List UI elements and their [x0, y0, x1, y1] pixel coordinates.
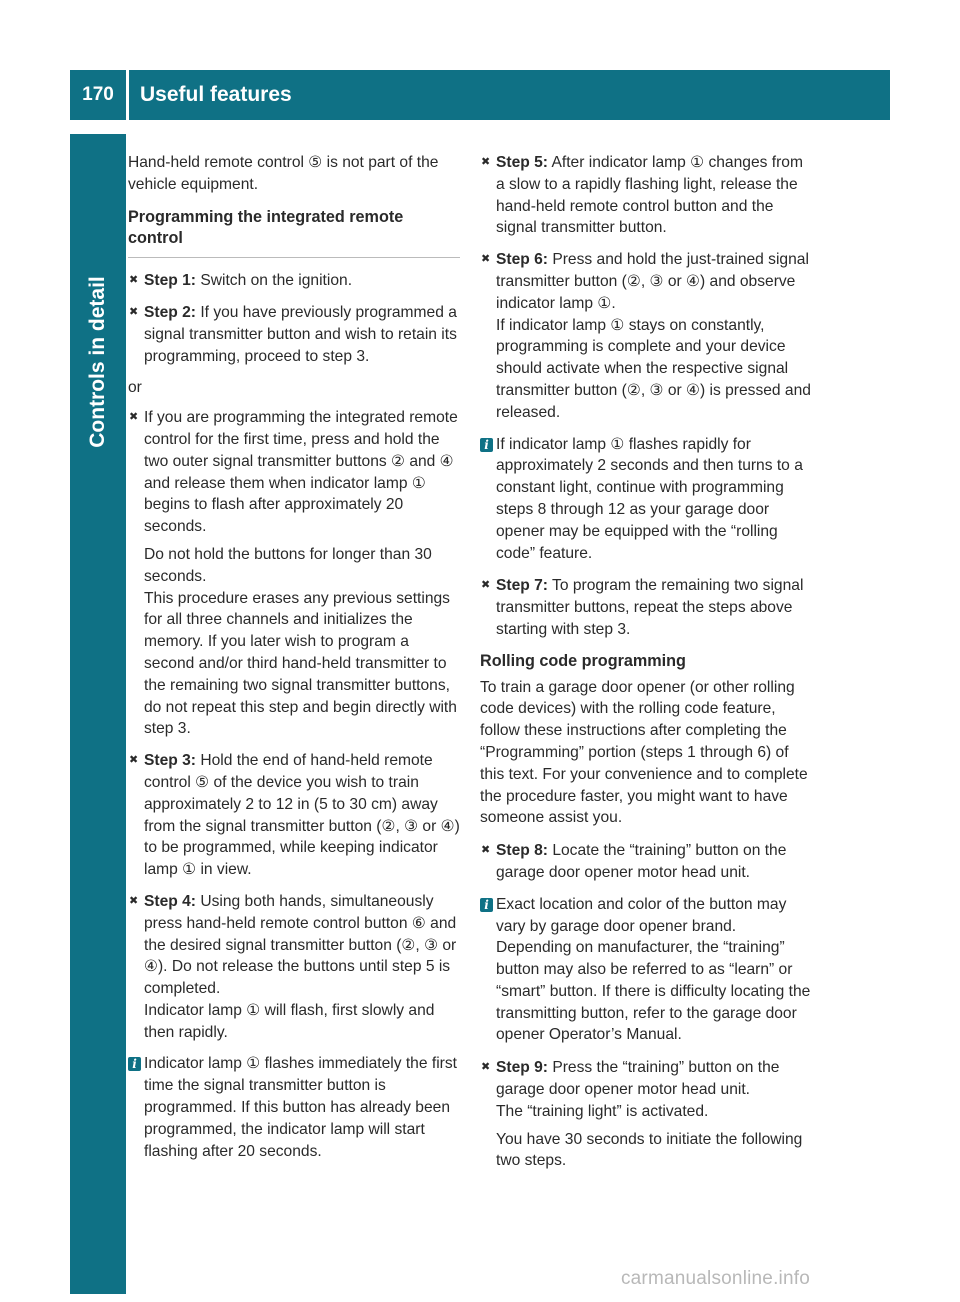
- step-2: [128, 302, 460, 367]
- step-label: Step 9:: [496, 1059, 548, 1077]
- info-icon: i: [128, 1057, 141, 1071]
- step-subtext: You have 30 seconds to initiate the following two steps.: [496, 1130, 803, 1170]
- info-note-1: [128, 1053, 460, 1162]
- step-arrow-icon: ✖: [481, 156, 491, 168]
- step-label: Step 6:: [496, 251, 548, 269]
- intro-text: Hand-held remote control ⑤ is not part of the vehicle equipment.: [128, 154, 439, 193]
- step-subtext: Indicator lamp ① will flash, first slowly and then rapidly.: [144, 1001, 435, 1041]
- step-text: After indicator lamp ① changes from a slow to a rapidly flashing light, release the hand-held remote control button and the signal transmitter button.: [496, 154, 803, 237]
- step-arrow-icon: ✖: [129, 305, 139, 318]
- step-4: [128, 891, 460, 1044]
- step-arrow-icon: ✖: [481, 253, 491, 266]
- step-arrow-icon: ✖: [481, 1061, 491, 1074]
- step-label: Step 3:: [144, 752, 196, 770]
- info-text: Exact location and color of the button may vary by garage door opener brand. Depending on manufacturer, the “training” button may also be referred to as “learn” or “smart” button. If there is difficulty locating the transmitting button, refer to the garage door opener Operator’s Manual.: [496, 895, 811, 1044]
- step-text: Switch on the ignition.: [196, 272, 353, 290]
- step-subtext: This procedure erases any previous settings for all three channels and initializes the memory. If you later wish to program a second and/or third hand-held transmitter to the remaining two signal transmitter buttons, do not repeat this step and begin directly with step 3.: [144, 589, 457, 738]
- step-alt: [128, 407, 460, 740]
- step-label: Step 8:: [496, 842, 548, 860]
- rolling-intro-text: To train a garage door opener (or other rolling code devices) with the rolling code feature, follow these instructions after completing the “Programming” portion (steps 1 through 6) of this text. For your convenience and to complete the procedure faster, you might want to have someone assist you.: [480, 678, 808, 827]
- step-text: If you are programming the integrated remote control for the first time, press and hold the two outer signal transmitter buttons ② and ④ and release them when indicator lamp ① begins to flash after approximately 20 seconds.: [144, 409, 458, 536]
- step-arrow-icon: ✖: [129, 754, 139, 767]
- step-6: [480, 249, 814, 423]
- info-text: Indicator lamp ① flashes immediately the first time the signal transmitter button is programmed. If this button has already been programmed, the indicator lamp will start flashing after 20 seconds.: [144, 1055, 457, 1160]
- step-text: Hold the end of hand-held remote control ⑤ of the device you wish to train approximately 2 to 12 in (5 to 30 cm) away from the signal transmitter button (②, ③ or ④) to be programmed, while keeping indicator lamp ① in view.: [144, 752, 460, 879]
- step-text: Press the “training” button on the garage door opener motor head unit.: [496, 1059, 780, 1099]
- info-note-2: [480, 434, 814, 565]
- step-3: [128, 750, 460, 881]
- step-arrow-icon: ✖: [129, 274, 139, 287]
- watermark: carmanualsonline.info: [620, 1268, 810, 1289]
- step-subtext: The “training light” is activated.: [496, 1102, 709, 1120]
- info-text: If indicator lamp ① flashes rapidly for approximately 2 seconds and then turns to a constant light, continue with programming steps 8 through 12 as your garage door opener may be equipped with the “rolling code” feature.: [496, 435, 803, 562]
- step-arrow-icon: ✖: [481, 579, 491, 592]
- right-column: [480, 152, 814, 1182]
- step-arrow-icon: ✖: [481, 844, 491, 857]
- step-text: Using both hands, simultaneously press hand-held remote control button ⑥ and the desired signal transmitter button (②, ③ or ④). Do not release the buttons until step 5 is completed.: [144, 892, 457, 998]
- step-label: Step 5:: [496, 154, 548, 171]
- step-text: If you have previously programmed a signal transmitter button and wish to retain its programming, proceed to step 3.: [144, 303, 457, 365]
- step-text: To program the remaining two signal transmitter buttons, repeat the steps above starting with step 3.: [496, 577, 804, 638]
- step-label: Step 2:: [144, 303, 196, 321]
- step-text: Locate the “training” button on the garage door opener motor head unit.: [496, 842, 787, 881]
- step-5: [480, 152, 814, 239]
- section-heading: Programming the integrated remote control: [128, 207, 460, 259]
- info-icon: i: [480, 438, 493, 452]
- step-7: [480, 575, 814, 640]
- step-subtext: If indicator lamp ① stays on constantly, programming is complete and your device should activate when the respective signal transmitter button (②, ③ or ④) is pressed and released.: [496, 316, 811, 421]
- header-divider: [126, 70, 129, 120]
- page-number: 170: [82, 84, 114, 105]
- section-heading-rolling: Rolling code programming: [480, 651, 686, 670]
- info-note-3: [480, 894, 814, 1047]
- page-title: Useful features: [140, 83, 292, 106]
- step-9: [480, 1057, 814, 1172]
- step-text: Press and hold the just-trained signal transmitter button (②, ③ or ④) and observe indicator lamp ①.: [496, 251, 809, 312]
- or-text: or: [128, 379, 142, 397]
- step-subtext: Do not hold the buttons for longer than 30 seconds.: [144, 545, 432, 585]
- step-label: Step 7:: [496, 577, 548, 595]
- step-arrow-icon: ✖: [129, 894, 139, 907]
- info-icon: i: [480, 898, 493, 912]
- step-1: [128, 270, 460, 292]
- left-column: [128, 152, 460, 1173]
- side-label-text: Controls in detail: [86, 276, 110, 448]
- step-label: Step 4:: [144, 892, 196, 910]
- step-label: Step 1:: [144, 272, 196, 290]
- step-8: [480, 840, 814, 884]
- step-arrow-icon: ✖: [129, 411, 139, 424]
- side-label: [72, 212, 124, 512]
